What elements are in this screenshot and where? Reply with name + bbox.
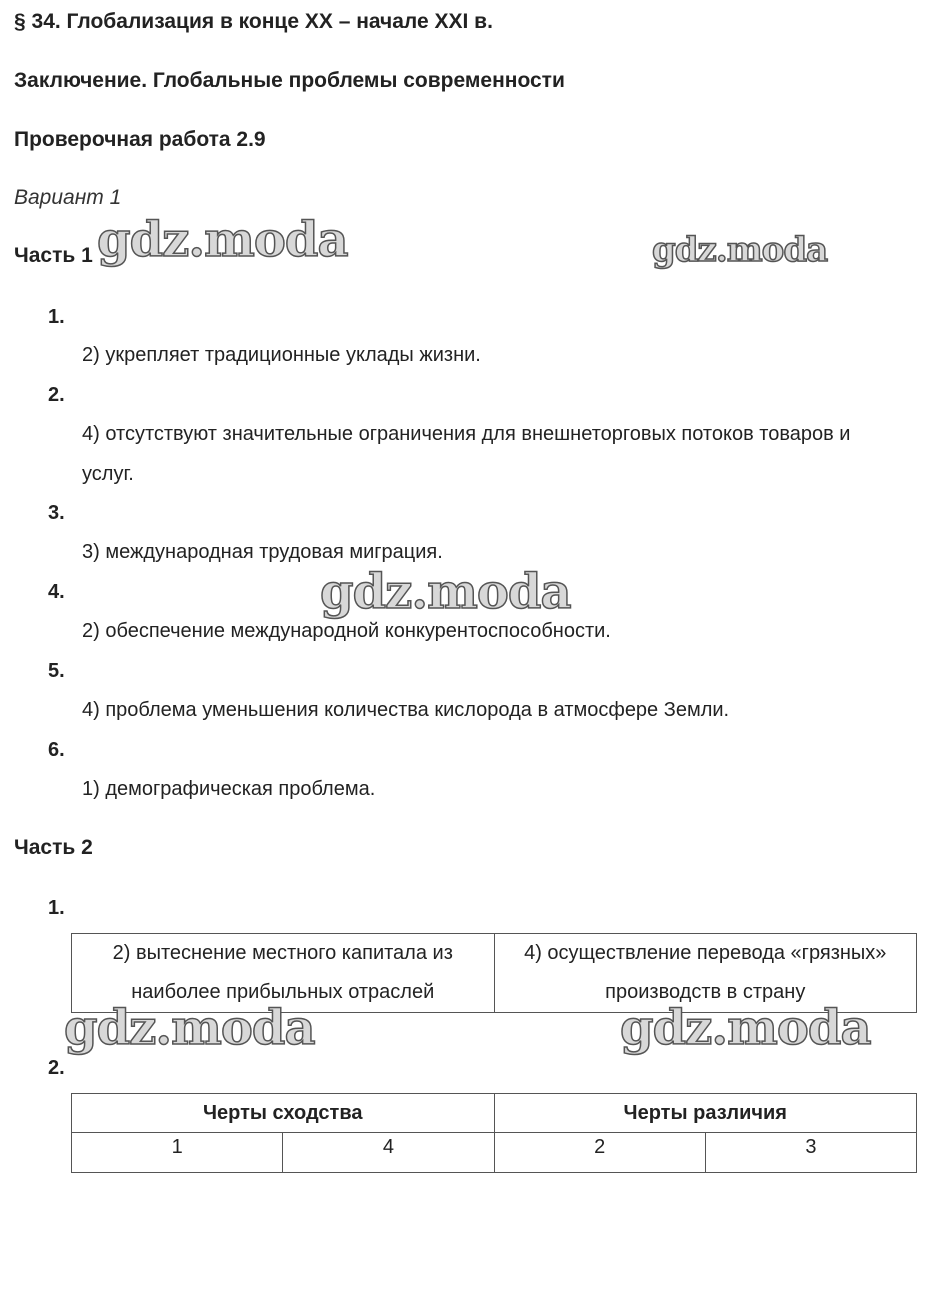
part1-item-3-answer: 3) международная трудовая миграция. — [82, 541, 443, 563]
table-header-differences: Черты различия — [494, 1094, 917, 1133]
section-title: § 34. Глобализация в конце XX – начале XXI в. — [14, 10, 493, 33]
work-title: Проверочная работа 2.9 — [14, 128, 266, 151]
part1-item-5-answer: 4) проблема уменьшения количества кислорода в атмосфере Земли. — [82, 699, 730, 721]
part1-item-6-number: 6. — [48, 739, 65, 761]
table-cell: 2) вытеснение местного капитала из наиболее прибыльных отраслей — [72, 934, 495, 1013]
chapter-subtitle: Заключение. Глобальные проблемы современности — [14, 69, 565, 92]
part2-q2-number: 2. — [48, 1057, 65, 1079]
part1-item-2-answer: 4) отсутствуют значительные ограничения для внешнеторговых потоков товаров и услуг. — [82, 423, 851, 485]
part1-heading: Часть 1 — [14, 244, 93, 267]
part2-heading: Часть 2 — [14, 836, 93, 859]
part2-q2-table — [71, 1093, 917, 1173]
watermark-logo: gdz.moda — [620, 1000, 871, 1056]
part1-item-3-number: 3. — [48, 502, 65, 524]
part1-item-6-answer: 1) демографическая проблема. — [82, 778, 376, 800]
table-row — [72, 1133, 917, 1173]
table-cell: 3 — [705, 1133, 916, 1173]
variant-label: Вариант 1 — [14, 186, 122, 209]
part1-item-4-number: 4. — [48, 581, 65, 603]
part1-item-4-answer: 2) обеспечение международной конкурентоспособности. — [82, 620, 611, 642]
table-header-similarities: Черты сходства — [72, 1094, 495, 1133]
part2-q1-number: 1. — [48, 897, 65, 919]
part1-item-2-number: 2. — [48, 384, 65, 406]
watermark-logo: gdz.moda — [64, 1000, 315, 1056]
part1-item-1-number: 1. — [48, 306, 65, 328]
table-cell: 2 — [494, 1133, 705, 1173]
part1-item-5-number: 5. — [48, 660, 65, 682]
table-cell: 4) осуществление перевода «грязных» производств в страну — [494, 934, 917, 1013]
table-cell: 1 — [72, 1133, 283, 1173]
watermark-logo: gdz.moda — [320, 564, 571, 620]
table-header-row — [72, 1094, 917, 1133]
part1-item-1-answer: 2) укрепляет традиционные уклады жизни. — [82, 344, 481, 366]
watermark-logo: gdz.moda — [652, 230, 828, 270]
table-cell: 4 — [283, 1133, 494, 1173]
watermark-logo: gdz.moda — [97, 212, 348, 268]
